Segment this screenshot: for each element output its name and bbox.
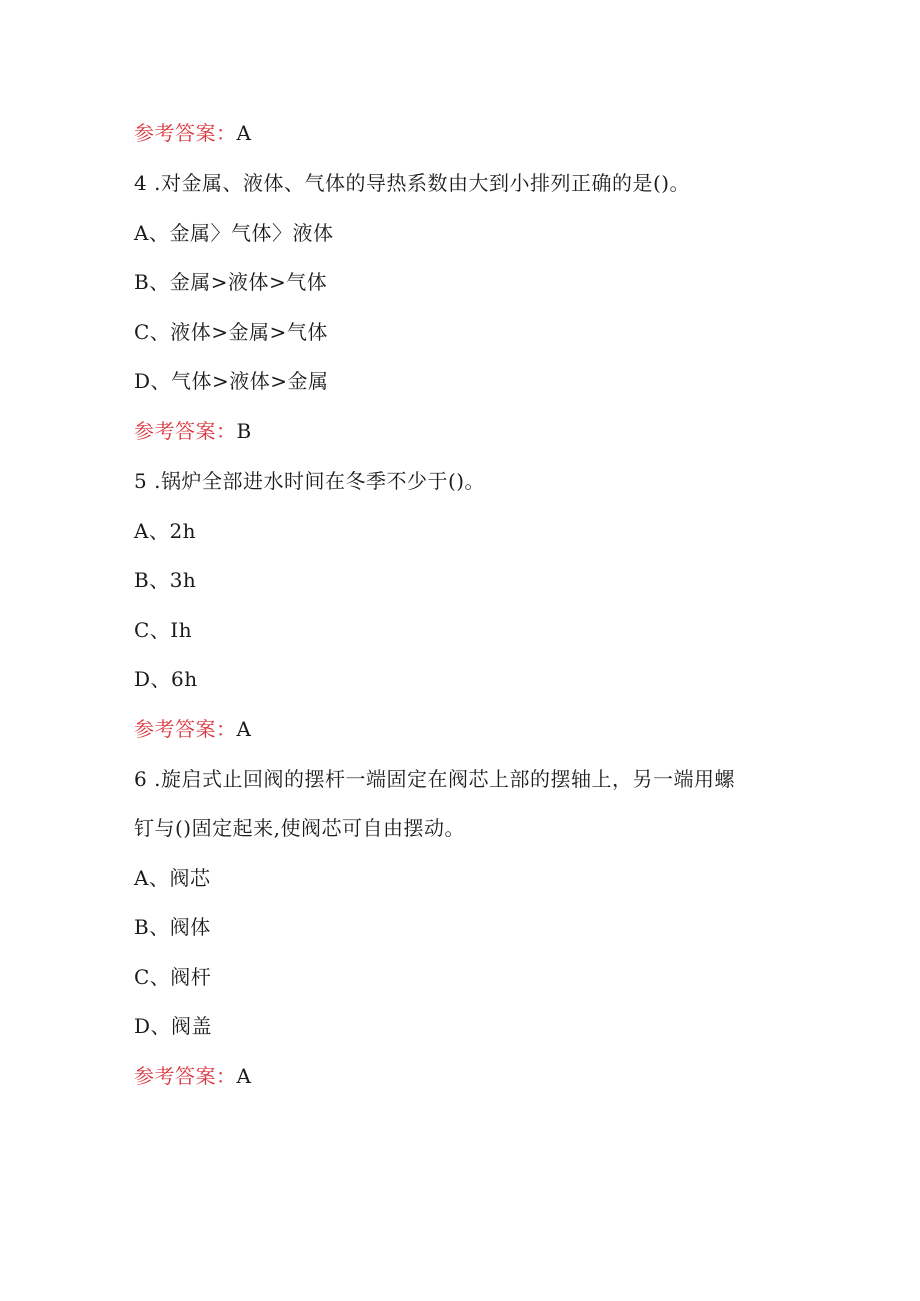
option-b: B、阀体 xyxy=(134,915,211,939)
option-b: B、金属>液体>气体 xyxy=(134,270,328,294)
answer-line xyxy=(134,418,252,444)
answer-line xyxy=(134,120,251,146)
answer-line xyxy=(134,1063,251,1089)
answer-value: B xyxy=(236,419,252,443)
answer-label: 参考答案： xyxy=(134,717,237,741)
question-text: 4 .对金属、液体、气体的导热系数由大到小排列正确的是()。 xyxy=(134,171,691,195)
answer-label: 参考答案： xyxy=(134,121,237,145)
option-d: D、阀盖 xyxy=(134,1014,213,1038)
question-text-line-1: 6 .旋启式止回阀的摆杆一端固定在阀芯上部的摆轴上，另一端用螺 xyxy=(134,767,735,791)
answer-value: A xyxy=(236,1064,252,1088)
answer-label: 参考答案： xyxy=(134,1064,237,1088)
option-d: D、6h xyxy=(134,667,198,691)
option-b: B、3h xyxy=(134,568,197,592)
option-a: A、2h xyxy=(134,519,197,543)
option-d: D、气体>液体>金属 xyxy=(134,369,329,393)
question-text-line-2: 钉与()固定起来,使阀芯可自由摆动。 xyxy=(134,816,465,840)
answer-value: A xyxy=(236,121,252,145)
answer-line xyxy=(134,716,251,742)
option-c: C、阀杆 xyxy=(134,965,212,989)
option-c: C、Ih xyxy=(134,618,193,642)
option-a: A、金属〉气体〉液体 xyxy=(134,221,334,245)
option-c: C、液体>金属>气体 xyxy=(134,320,328,344)
answer-value: A xyxy=(236,717,252,741)
option-a: A、阀芯 xyxy=(134,866,211,890)
answer-label: 参考答案： xyxy=(134,419,237,443)
question-text: 5 .锅炉全部进水时间在冬季不少于()。 xyxy=(134,469,486,493)
